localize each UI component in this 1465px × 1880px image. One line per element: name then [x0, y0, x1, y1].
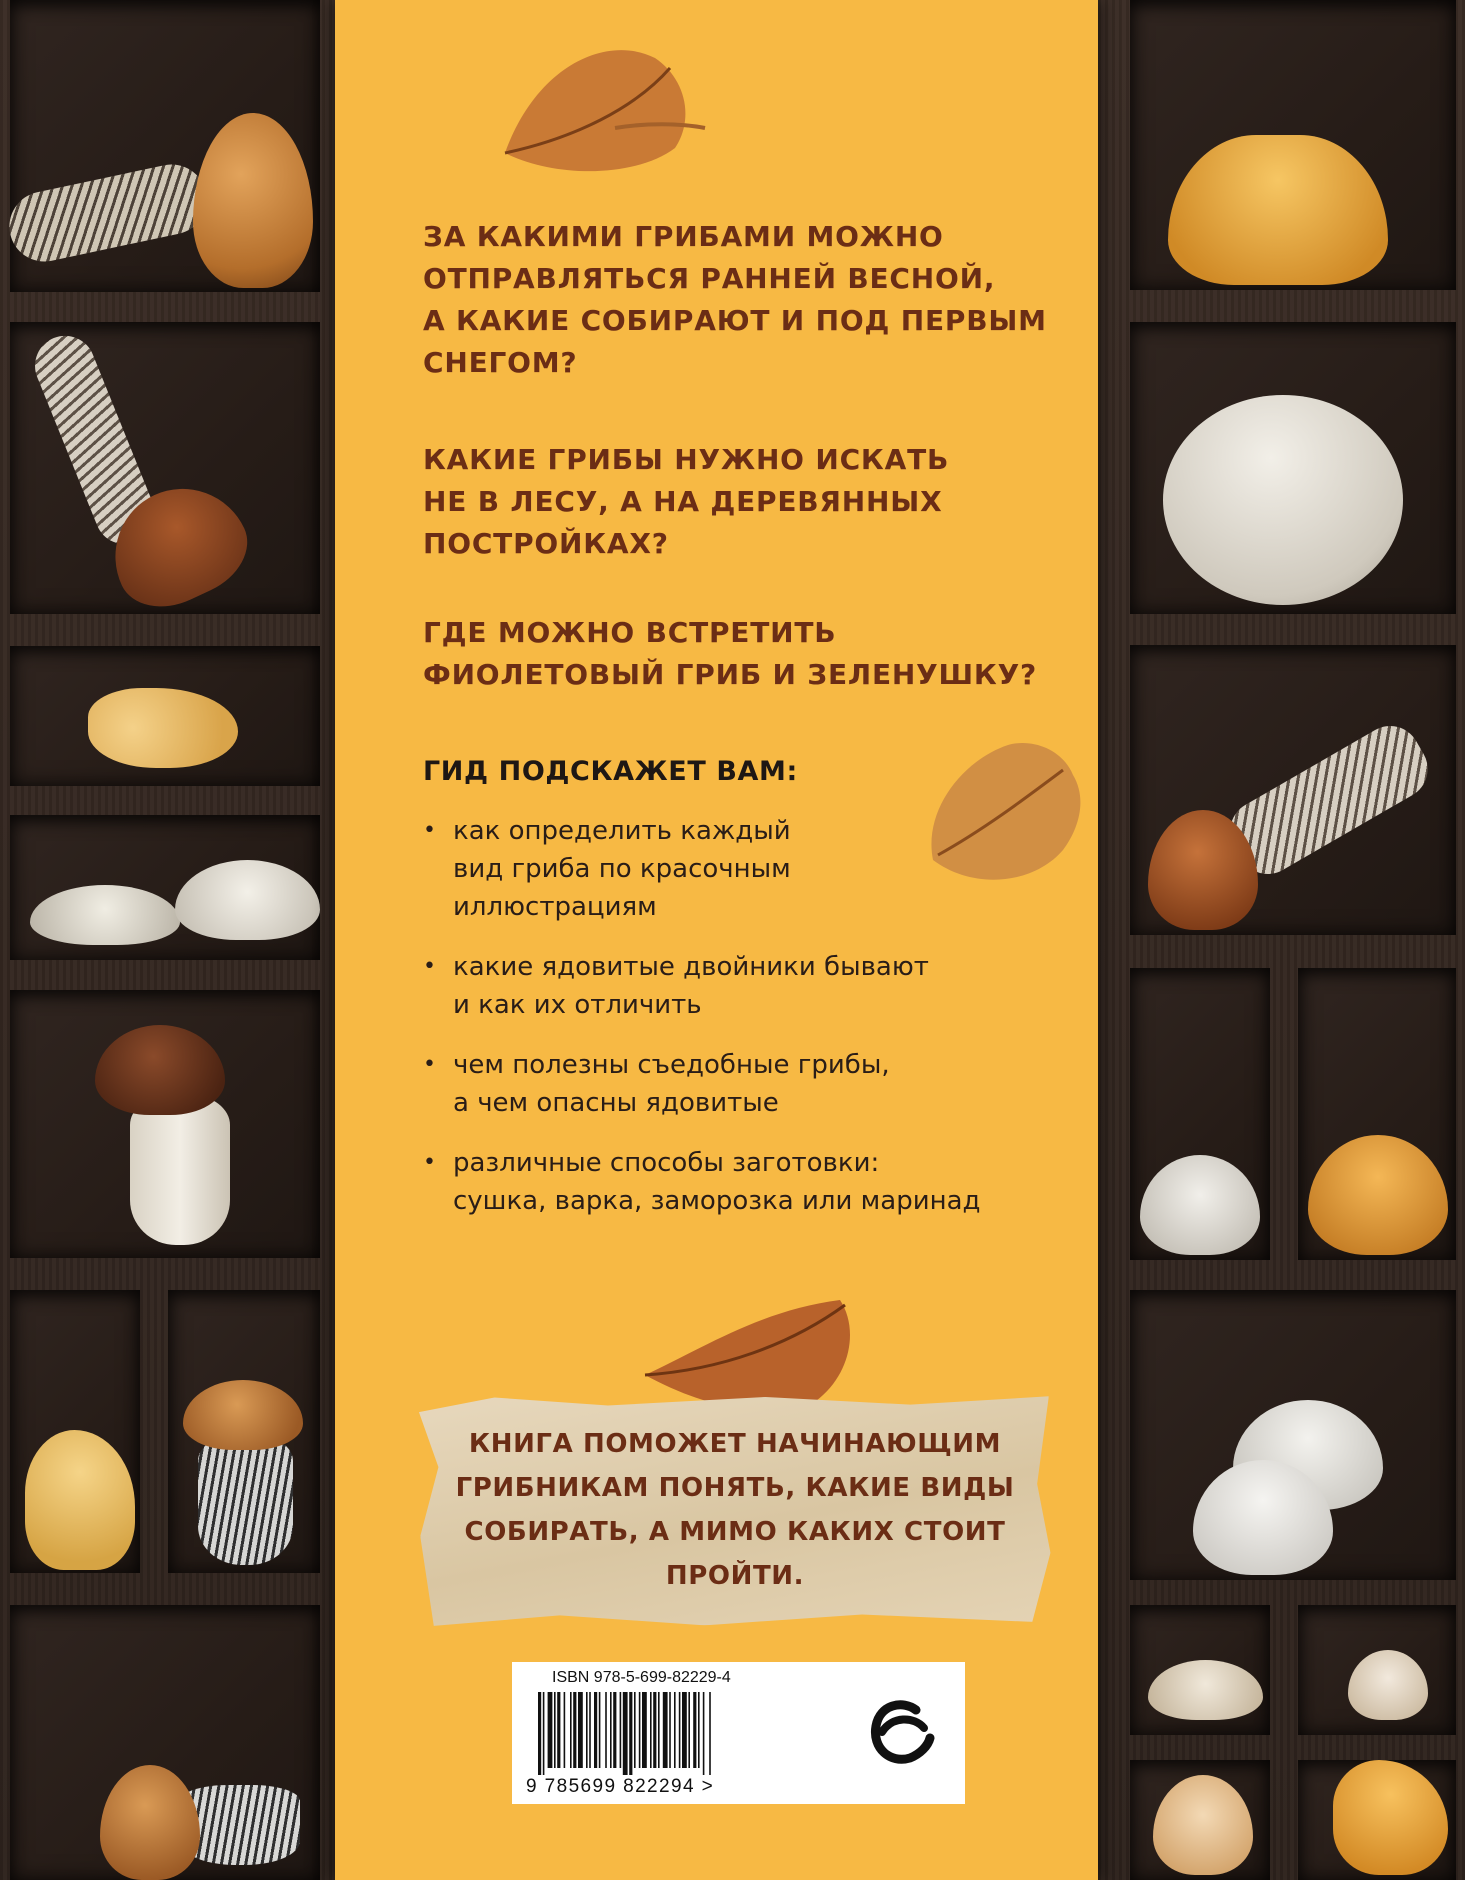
mushroom-oyster-image: [1193, 1400, 1383, 1575]
barcode-bar: [573, 1692, 576, 1768]
list-item-line: а чем опасны ядовитые: [453, 1088, 779, 1118]
barcode-bar: [629, 1692, 632, 1775]
barcode-bar: [610, 1692, 612, 1768]
isbn-label: ISBN 978-5-699-82229-4: [552, 1669, 731, 1686]
mushroom-white-image: [1140, 1155, 1260, 1255]
mushroom-porcini-image: [95, 1025, 255, 1250]
list-item-line: какие ядовитые двойники бывают: [453, 952, 929, 982]
mushroom-small-image: [1153, 1775, 1253, 1875]
barcode-bar: [682, 1692, 687, 1768]
barcode-bar: [594, 1692, 597, 1768]
barcode-bar: [564, 1692, 566, 1768]
question-line: ЗА КАКИМИ ГРИБАМИ МОЖНО: [423, 220, 944, 253]
barcode-bar: [570, 1692, 572, 1768]
barcode-bar: [543, 1692, 545, 1775]
barcode-bar: [693, 1692, 696, 1768]
question-2: [423, 439, 1063, 565]
barcode-digits: 9 785699 822294 >: [526, 1776, 715, 1797]
left-shelf: [0, 0, 360, 1880]
mushroom-boletus-image: [1148, 675, 1438, 930]
barcode-bar: [620, 1692, 622, 1768]
barcode-bar: [578, 1692, 583, 1768]
note-text: [450, 1422, 1020, 1598]
list-item-line: вид гриба по красочным: [453, 854, 791, 884]
question-line: СНЕГОМ?: [423, 346, 578, 379]
publisher-logo-icon: [868, 1692, 938, 1772]
barcode-bar: [557, 1692, 560, 1768]
list-item-line: иллюстрациям: [453, 892, 657, 922]
barcode-bar: [653, 1692, 656, 1768]
mushroom-small-image: [1148, 1630, 1263, 1725]
list-item: [415, 1144, 1015, 1220]
mushroom-chanterelle-image: [1333, 1760, 1448, 1875]
barcode-bar: [613, 1692, 616, 1768]
list-item-line: сушка, варка, заморозка или маринад: [453, 1186, 981, 1216]
barcode-bar: [679, 1692, 681, 1768]
barcode-bar: [554, 1692, 556, 1768]
leaf-icon: [495, 28, 715, 188]
question-1: [423, 216, 1063, 384]
barcode-bar: [709, 1692, 711, 1775]
barcode-icon: [536, 1692, 768, 1775]
mushroom-chanterelle-image: [1168, 135, 1388, 290]
guide-title: ГИД ПОДСКАЖЕТ ВАМ:: [423, 756, 798, 787]
mushroom-boletus-image: [8, 108, 308, 288]
barcode-bar: [634, 1692, 636, 1768]
barcode-bar: [623, 1692, 628, 1775]
question-line: А КАКИЕ СОБИРАЮТ И ПОД ПЕРВЫМ: [423, 304, 1047, 337]
barcode-bar: [605, 1692, 607, 1768]
right-shelf: [1098, 0, 1465, 1880]
barcode-bar: [642, 1692, 647, 1768]
mushroom-chanterelle-image: [88, 688, 238, 778]
mushroom-oyster-image: [30, 855, 320, 950]
mushroom-milkcap-image: [1308, 1135, 1448, 1255]
note-line: КНИГА ПОМОЖЕТ НАЧИНАЮЩИМ: [468, 1429, 1002, 1459]
barcode-bar: [698, 1692, 700, 1768]
question-line: ОТПРАВЛЯТЬСЯ РАННЕЙ ВЕСНОЙ,: [423, 262, 996, 295]
list-item-line: чем полезны съедобные грибы,: [453, 1050, 890, 1080]
question-line: НЕ В ЛЕСУ, А НА ДЕРЕВЯННЫХ: [423, 485, 943, 518]
mushroom-birch-bolete-image: [183, 1380, 308, 1565]
list-item-line: как определить каждый: [453, 816, 791, 846]
barcode-bar: [674, 1692, 676, 1768]
barcode-bar: [586, 1692, 588, 1768]
list-item: [415, 948, 1015, 1024]
barcode-bar: [669, 1692, 671, 1768]
mushroom-puffball-image: [1163, 395, 1403, 605]
barcode-bar: [663, 1692, 668, 1768]
barcode-bar: [599, 1692, 601, 1768]
question-line: ПОСТРОЙКАХ?: [423, 527, 669, 560]
list-item: [415, 1046, 1015, 1122]
note-line: ПРОЙТИ.: [665, 1561, 805, 1591]
barcode-bar: [658, 1692, 660, 1768]
question-line: ГДЕ МОЖНО ВСТРЕТИТЬ: [423, 616, 837, 649]
question-3: [423, 612, 1063, 696]
guide-list: [415, 812, 1015, 1242]
mushroom-chanterelle-image: [25, 1430, 135, 1570]
mushroom-boletus-image: [100, 1765, 300, 1880]
list-item: [415, 812, 1015, 926]
barcode-bar: [703, 1692, 705, 1775]
barcode-bar: [650, 1692, 652, 1768]
barcode-bar: [639, 1692, 641, 1768]
note-line: СОБИРАТЬ, А МИМО КАКИХ СТОИТ: [464, 1517, 1006, 1547]
barcode-bar: [688, 1692, 690, 1768]
barcode-bar: [548, 1692, 553, 1768]
question-line: КАКИЕ ГРИБЫ НУЖНО ИСКАТЬ: [423, 443, 950, 476]
question-line: ФИОЛЕТОВЫЙ ГРИБ И ЗЕЛЕНУШКУ?: [423, 658, 1038, 691]
note-line: ГРИБНИКАМ ПОНЯТЬ, КАКИЕ ВИДЫ: [455, 1473, 1015, 1503]
barcode-bar: [538, 1692, 541, 1775]
barcode-bar: [589, 1692, 591, 1768]
mushroom-small-image: [1348, 1640, 1428, 1730]
list-item-line: и как их отличить: [453, 990, 702, 1020]
mushroom-boletus-image: [25, 330, 250, 605]
list-item-line: различные способы заготовки:: [453, 1148, 880, 1178]
